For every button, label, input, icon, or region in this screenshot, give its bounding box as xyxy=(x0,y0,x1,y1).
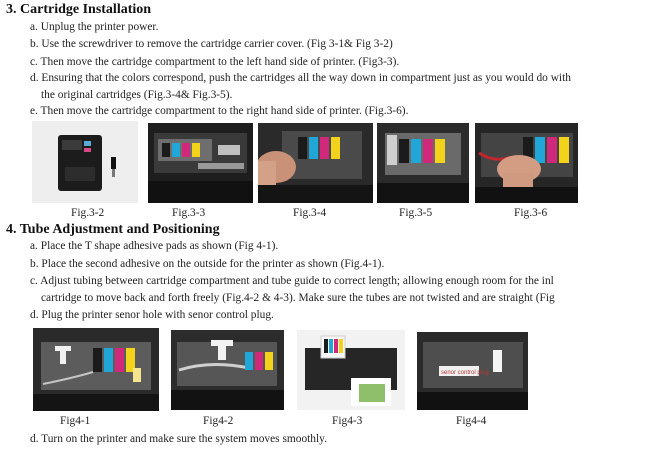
figure-4-1-photo xyxy=(33,328,159,411)
step-4d: d. Plug the printer senor hole with senor control plug. xyxy=(30,309,274,321)
figure-4-4-photo xyxy=(417,332,528,410)
figure-4-3-photo xyxy=(297,330,405,410)
figure-3-4-caption: Fig.3-4 xyxy=(293,207,327,219)
step-3a: a. Unplug the printer power. xyxy=(30,21,159,33)
figure-3-4-photo xyxy=(258,123,373,203)
section-3-heading: 3. Cartridge Installation xyxy=(6,2,152,17)
figure-3-6-photo xyxy=(475,123,578,203)
step-3d: d. Ensuring that the colors correspond, push the cartridges all the way down in compartment just as you would do with xyxy=(30,72,571,84)
step-3e: e. Then move the cartridge compartment to the right hand side of printer. (Fig.3-6). xyxy=(30,105,409,117)
step-4a: a. Place the T shape adhesive pads as shown (Fig 4-1). xyxy=(30,240,279,252)
step-4-final: d. Turn on the printer and make sure the system moves smoothly. xyxy=(30,433,327,445)
figure-4-2-photo xyxy=(171,330,284,410)
step-4b: b. Place the second adhesive on the outside for the printer as shown (Fig.4-1). xyxy=(30,258,385,270)
figure-3-5-photo xyxy=(377,123,469,203)
figure-4-1-caption: Fig4-1 xyxy=(60,415,91,427)
figure-3-2-photo xyxy=(32,121,138,203)
step-3c: c. Then move the cartridge compartment to the left hand side of printer. (Fig3-3). xyxy=(30,56,400,68)
figure-4-3-caption: Fig4-3 xyxy=(332,415,363,427)
figure-3-3-photo xyxy=(148,123,253,203)
step-4c: c. Adjust tubing between cartridge compartment and tube guide to correct length; allowing enough room for the inl xyxy=(30,275,554,287)
figure-3-5-caption: Fig.3-5 xyxy=(399,207,433,219)
step-3d-continued: the original cartridges (Fig.3-4& Fig.3-5). xyxy=(41,89,233,101)
figure-3-6-caption: Fig.3-6 xyxy=(514,207,548,219)
figure-4-4-caption: Fig4-4 xyxy=(456,415,487,427)
step-3b: b. Use the screwdriver to remove the cartridge carrier cover. (Fig 3-1& Fig 3-2) xyxy=(30,38,393,50)
step-4c-continued: cartridge to move back and forth freely (Fig.4-2 & 4-3). Make sure the tubes are not twisted and are straight (Fig xyxy=(41,292,555,304)
figure-3-2-caption: Fig.3-2 xyxy=(71,207,105,219)
section-4-heading: 4. Tube Adjustment and Positioning xyxy=(6,222,220,237)
senor-plug-label: senor control plug xyxy=(441,370,489,376)
figure-3-3-caption: Fig.3-3 xyxy=(172,207,206,219)
figure-4-2-caption: Fig4-2 xyxy=(203,415,234,427)
